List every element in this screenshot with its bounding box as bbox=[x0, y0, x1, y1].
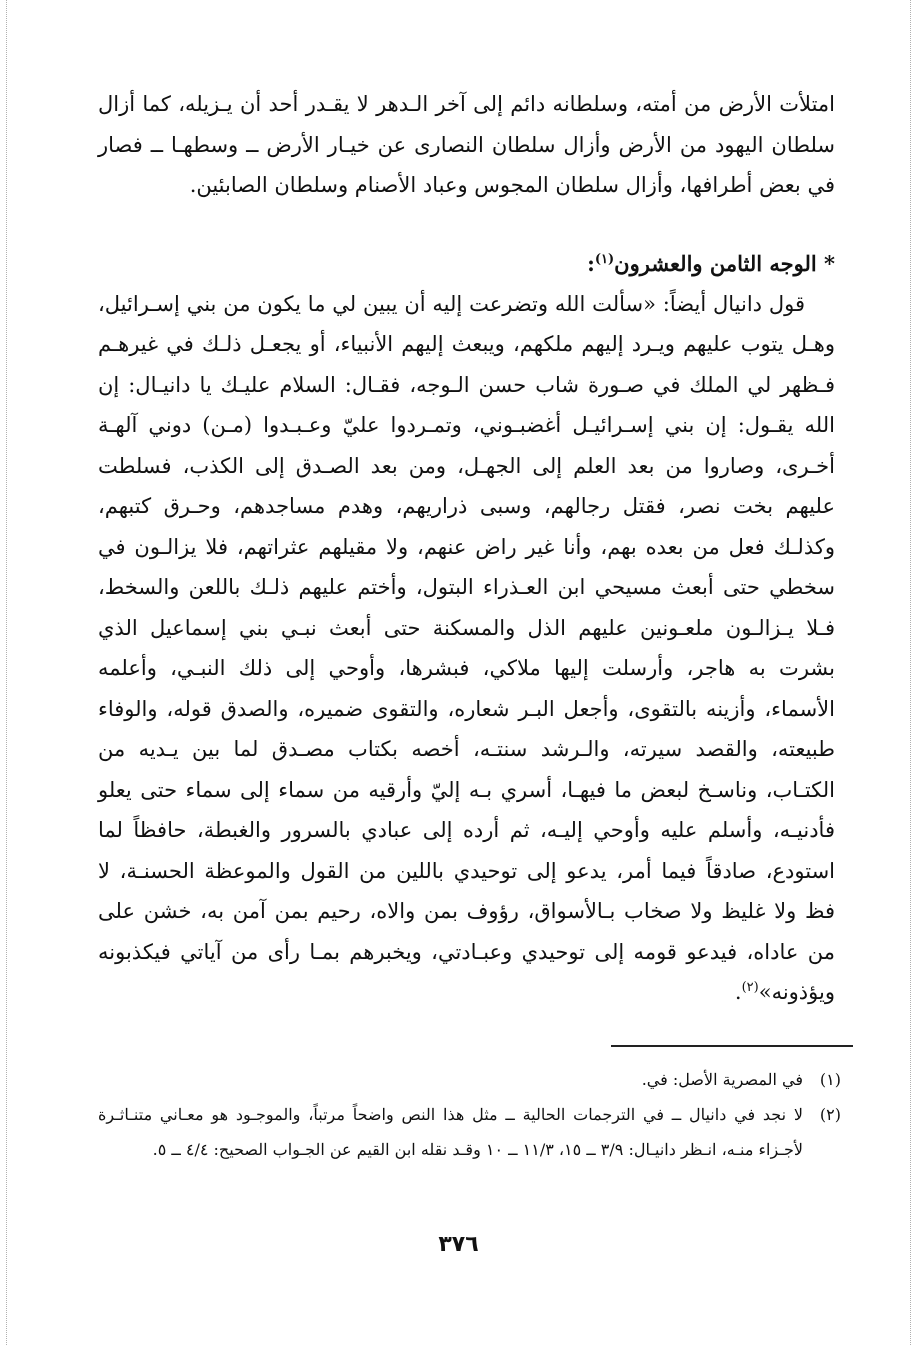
paragraph-2 bbox=[98, 284, 835, 1013]
footnote-marker-1: (١) bbox=[594, 251, 615, 267]
footnote-marker-2: (٢) bbox=[741, 980, 759, 995]
paragraph-2-end: . bbox=[734, 980, 742, 1004]
paragraph-2-text: قول دانيال أيضاً: «سألت الله وتضرعت إليه أن يبين لي ما يكون من بني إسـرائيل، وهـل يتوب عليهم ويـرد إليهم ملكهم، ويبعث إليهم الأنبياء، أو يجعـل ذلـك في غيرهـم فـظهر لي الملك في صـورة شاب حسن الـوجه، فقـال: السلام عليـك يا دانيـال: إن الله يقـول: إن بني إسـرائيـل أغضبـوني، وتمـردوا عليّ وعـبـدوا (مـن) دوني آلهـة أخـرى، وصاروا من بعد العلم إلى الجهـل، ومن بعد الصـدق إلى الكذب، فسلطت عليهم بخت نصر، فقتل رجالهم، وسبى ذراريهم، وهدم مساجدهم، وحـرق كتبهم، وكذلـك فعل من بعده بهم، وأنا غير راض عنهم، ولا مقيلهم عثراتهم، فلا يزالـون في سخطي حتى أبعث مسيحي ابن العـذراء البتول، وأختم عليهم ذلـك باللعن والسخط، فـلا يـزالـون ملعـونين عليهم الذل والمسكنة حتى أبعث نبـي بني إسماعيل الذي بشرت به هاجر، وأرسلت إليها ملاكي، فبشرها، وأوحي إلى ذلك النبـي، وأعلمه الأسماء، وأزينه بالتقوى، وأجعل البـر شعاره، والتقوى ضميره، والصدق قوله، والوفاء طبيعته، والقصد سيرته، والـرشد سنتـه، أخصه بكتاب مصـدق لما بين يـديه من الكتـاب، وناسـخ لبعض ما فيهـا، أسري بـه إليّ وأرقيه من سماء إلى سماء حتى يعلو فأدنيـه، وأسلم عليه وأوحي إليـه، ثم أرده إلى عبادي بالسرور والغبطة، حافظاً لما استودع، صادقاً فيما أمر، يدعو إلى توحيدي باللين من القول والموعظة الحسنـة، لا فظ ولا غليظ ولا صخاب بـالأسواق، رؤوف بمن والاه، رحيم بمن آمن به، خشن على من عاداه، فيدعو قومه إلى توحيدي وعبـادتي، ويخبرهم بمـا رأى من آياتي فيكذبونه ويؤذونه» bbox=[98, 291, 835, 1004]
section-heading bbox=[98, 244, 835, 284]
page-number: ٣٧٦ bbox=[438, 1232, 479, 1257]
footnote-number: (٢) bbox=[819, 1105, 841, 1124]
paragraph-1: امتلأت الأرض من أمته، وسلطانه دائم إلى آخر الـدهر لا يقـدر أحد أن يـزيله، كما أزال سلطان اليهود من الأرض وأزال سلطان النصارى عن خيـار الأرض ــ وسطهـا ــ فصار في بعض أطرافها، وأزال سلطان المجوس وعباد الأصنام وسلطان الصابئين. bbox=[98, 92, 835, 197]
scan-edge-right bbox=[910, 0, 911, 1345]
section-heading-text: * الوجه الثامن والعشرون bbox=[614, 250, 835, 276]
footnote-separator bbox=[611, 1045, 853, 1047]
footnote-text: في المصرية الأصل: في. bbox=[641, 1070, 803, 1089]
paragraph-gap bbox=[98, 206, 835, 244]
footnote-number: (١) bbox=[819, 1070, 841, 1089]
footnotes bbox=[98, 1062, 841, 1167]
footnote-text: لا نجد في دانيال ــ في الترجمات الحالية ــ مثل هذا النص واضحاً مرتباً، والموجـود هو معـاني متنـاثـرة لأجـزاء منـه، انـظر دانيـال: ٣/٩ ــ ١٥، ١١/٣ ــ ١٠ وقـد نقله ابن القيم عن الجـواب الصحيح: ٤/٤ ــ ٥. bbox=[98, 1105, 803, 1159]
heading-colon: : bbox=[587, 250, 595, 276]
footnote-item bbox=[98, 1097, 841, 1167]
scan-edge-left bbox=[6, 0, 7, 1345]
main-text bbox=[98, 84, 835, 1013]
footnote-item bbox=[98, 1062, 841, 1097]
